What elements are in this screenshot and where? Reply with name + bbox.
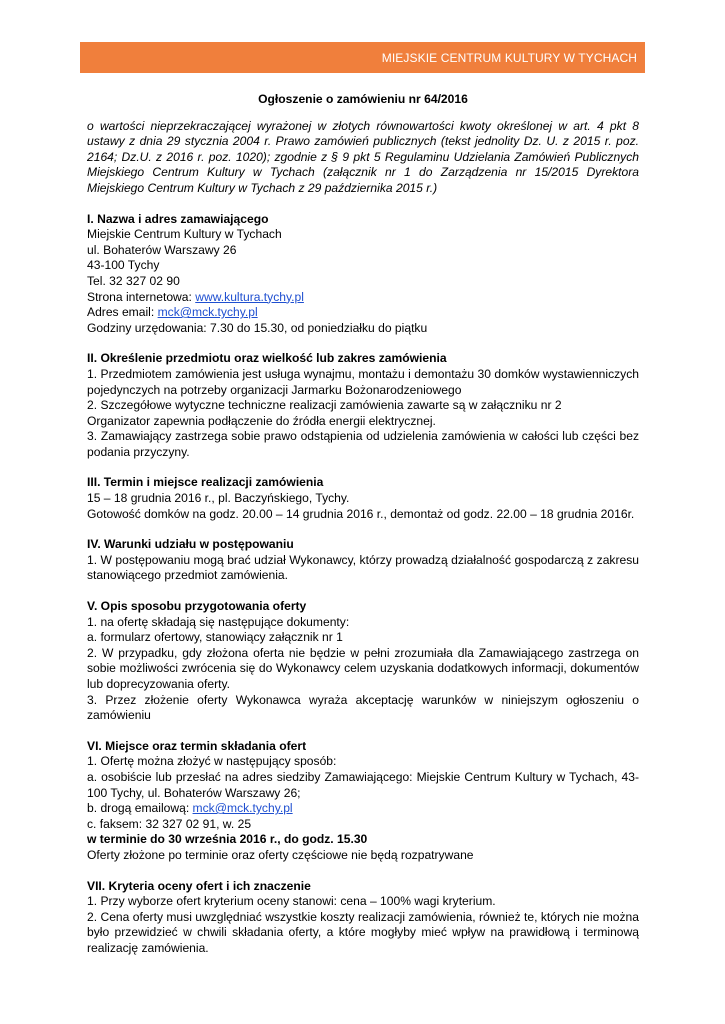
offer-point-2: 2. W przypadku, gdy złożona oferta nie będzie w pełni zrozumiała dla Zamawiającego zastrzega on sobie możliwości zwrócenia się do Wykonawcy celem uzyskania dodatkowych informacji, dokumentów lub doprecyzowania oferty. [87, 645, 639, 691]
org-phone: Tel. 32 327 02 90 [87, 273, 180, 288]
section-heading: VI. Miejsce oraz termin składania ofert [87, 738, 307, 753]
submission-email-label: b. drogą emailową: [87, 801, 193, 816]
website-link[interactable]: www.kultura.tychy.pl [195, 289, 304, 304]
document-title: Ogłoszenie o zamówieniu nr 64/2016 [258, 92, 468, 106]
section-heading: I. Nazwa i adres zamawiającego [87, 211, 269, 226]
email-label: Adres email: [87, 305, 158, 320]
section-heading: VII. Kryteria oceny ofert i ich znaczenie [87, 878, 311, 893]
website-label: Strona internetowa: [87, 289, 196, 304]
offer-point-1: 1. na ofertę składają się następujące dokumenty: [87, 614, 350, 629]
section-date-place [87, 475, 639, 522]
document-body [87, 92, 639, 972]
org-name: Miejskie Centrum Kultury w Tychach [87, 227, 282, 242]
section-criteria [87, 879, 639, 957]
header-org-name: MIEJSKIE CENTRUM KULTURY W TYCHACH [381, 51, 637, 65]
offer-point-1a: a. formularz ofertowy, stanowiący załącznik nr 1 [87, 630, 343, 645]
section-ordering-party [87, 212, 639, 337]
header-band [80, 42, 645, 73]
subject-point-3: 3. Zamawiający zastrzega sobie prawo odstąpienia od udzielenia zamówienia w całości lub części bez podania przyczyny. [87, 429, 639, 459]
submission-email-link[interactable]: mck@mck.tychy.pl [192, 801, 293, 816]
section-heading: III. Termin i miejsce realizacji zamówienia [87, 475, 324, 490]
submission-point-1: 1. Ofertę można złożyć w następujący sposób: [87, 754, 337, 769]
criteria-point-2: 2. Cena oferty musi uwzględniać wszystkie koszty realizacji zamówienia, również te, których nie można było przewidzieć w chwili składania oferty, a które mogłyby mieć wpływ na prawidłową i terminową realizację zamówienia. [87, 909, 639, 955]
section-subject [87, 351, 639, 460]
org-website [87, 290, 639, 306]
submission-point-b [87, 801, 639, 817]
submission-point-a: a. osobiście lub przesłać na adres siedziby Zamawiającego: Miejskie Centrum Kultury w Tychach, 43-100 Tychy, ul. Bohaterów Warszawy 26; [87, 769, 639, 800]
org-email [87, 305, 639, 321]
office-hours: Godziny urzędowania: 7.30 do 15.30, od poniedziałku do piątku [87, 320, 428, 335]
intro-paragraph: o wartości nieprzekraczającej wyrażonej w złotych równowartości kwoty określonej w art. 4 pkt 8 ustawy z dnia 29 stycznia 2004 r. Prawo zamówień publicznych (tekst jednolity Dz. U. z 2015 r. poz. 2164; Dz.U. z 2016 r. poz. 1020); zgodnie z § 9 pkt 5 Regulaminu Udzielania Zamówień Publicznych Miejskiego Centrum Kultury w Tychach (załącznik nr 1 do Zarządzenia nr 15/2015 Dyrektora Miejskiego Centrum Kultury w Tychach z 29 października 2015 r.) [87, 118, 639, 195]
section-heading: IV. Warunki udziału w postępowaniu [87, 537, 294, 552]
org-city: 43-100 Tychy [87, 258, 160, 273]
submission-deadline: w terminie do 30 września 2016 r., do godz. 15.30 [87, 832, 368, 847]
readiness-line: Gotowość domków na godz. 20.00 – 14 grudnia 2016 r., demontaż od godz. 22.00 – 18 grudnia 2016r. [87, 506, 635, 521]
email-link[interactable]: mck@mck.tychy.pl [157, 305, 258, 320]
criteria-point-1: 1. Przy wyborze ofert kryterium oceny stanowi: cena – 100% wagi kryterium. [87, 894, 496, 909]
org-street: ul. Bohaterów Warszawy 26 [87, 242, 237, 257]
submission-point-c: c. faksem: 32 327 02 91, w. 25 [87, 816, 252, 831]
date-place-line: 15 – 18 grudnia 2016 r., pl. Baczyńskiego, Tychy. [87, 491, 350, 506]
subject-power-note: Organizator zapewnia podłączenie do źródła energii elektrycznej. [87, 413, 436, 428]
offer-point-3: 3. Przez złożenie oferty Wykonawca wyraża akceptację warunków w niniejszym ogłoszeniu o zamówieniu [87, 692, 639, 723]
section-heading: V. Opis sposobu przygotowania oferty [87, 599, 307, 614]
subject-point-2: 2. Szczegółowe wytyczne techniczne realizacji zamówienia zawarte są w załączniku nr 2 [87, 398, 562, 413]
section-submission [87, 739, 639, 864]
section-offer-preparation [87, 599, 639, 724]
section-heading: II. Określenie przedmiotu oraz wielkość lub zakres zamówienia [87, 351, 447, 366]
subject-point-1: 1. Przedmiotem zamówienia jest usługa wynajmu, montażu i demontażu 30 domków wystawienniczych pojedynczych na potrzeby organizacji Jarmarku Bożonarodzeniowego [87, 366, 639, 397]
conditions-point-1: 1. W postępowaniu mogą brać udział Wykonawcy, którzy prowadzą działalność gospodarczą z zakresu stanowiącego przedmiot zamówienia. [87, 552, 639, 583]
late-offers-note: Oferty złożone po terminie oraz oferty częściowe nie będą rozpatrywane [87, 847, 474, 862]
section-conditions [87, 537, 639, 584]
